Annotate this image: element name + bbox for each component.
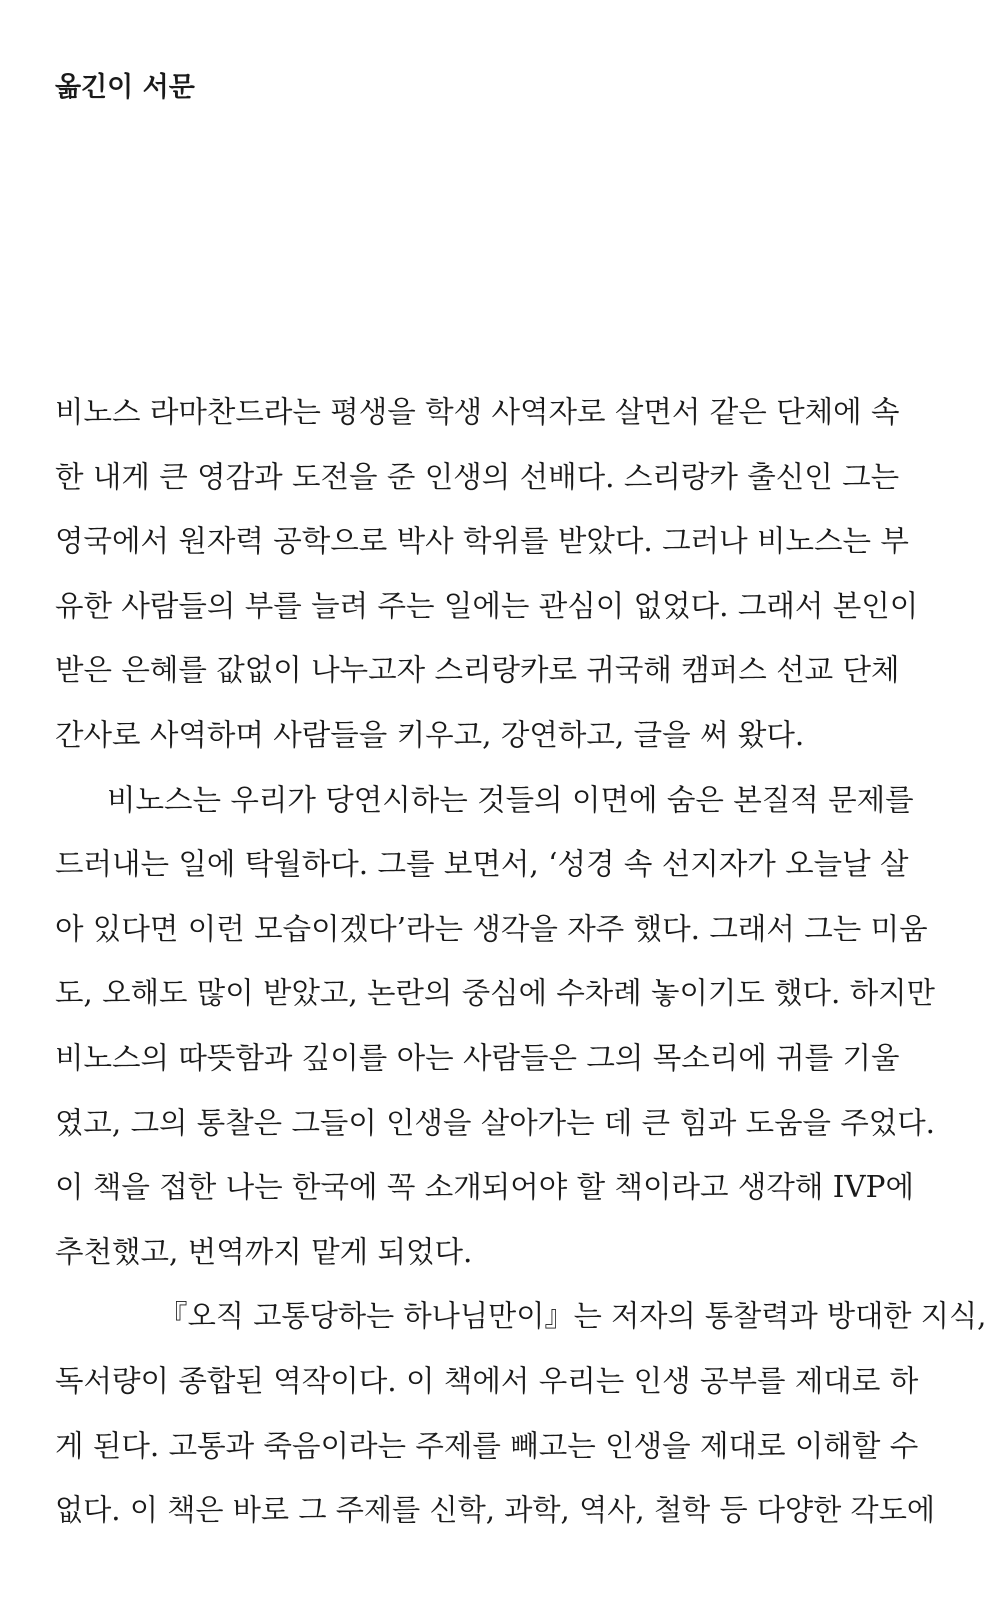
text-line: 드러내는 일에 탁월하다. 그를 보면서, ‘성경 속 선지자가 오늘날 살 (55, 847, 909, 882)
text-line: 도, 오해도 많이 받았고, 논란의 중심에 수차례 놓이기도 했다. 하지만 (55, 976, 935, 1011)
text-line: 『오직 고통당하는 하나님만이』는 저자의 통찰력과 방대한 지식, (158, 1299, 987, 1334)
text-line: 비노스 라마찬드라는 평생을 학생 사역자로 살면서 같은 단체에 속 (55, 395, 900, 429)
text-line: 게 된다. 고통과 죽음이라는 주제를 빼고는 인생을 제대로 이해할 수 (55, 1428, 919, 1463)
chapter-title: 옮긴이 서문 (55, 72, 195, 103)
text-line: 비노스의 따뜻함과 깊이를 아는 사람들은 그의 목소리에 귀를 기울 (55, 1040, 900, 1075)
text-line: 비노스는 우리가 당연시하는 것들의 이면에 숨은 본질적 문제를 (107, 782, 914, 817)
text-line: 이 책을 접한 나는 한국에 꼭 소개되어야 할 책이라고 생각해 IVP에 (55, 1170, 915, 1205)
body-text (55, 380, 987, 1543)
text-line: 독서량이 종합된 역작이다. 이 책에서 우리는 인생 공부를 제대로 하 (55, 1363, 919, 1398)
text-line: 추천했고, 번역까지 맡게 되었다. (55, 1234, 473, 1269)
text-line: 받은 은혜를 값없이 나누고자 스리랑카로 귀국해 캠퍼스 선교 단체 (55, 653, 900, 688)
text-line: 아 있다면 이런 모습이겠다’라는 생각을 자주 했다. 그래서 그는 미움 (55, 911, 928, 946)
text-line: 간사로 사역하며 사람들을 키우고, 강연하고, 글을 써 왔다. (55, 717, 805, 752)
text-line: 없다. 이 책은 바로 그 주제를 신학, 과학, 역사, 철학 등 다양한 각도에 (55, 1493, 935, 1528)
text-line: 유한 사람들의 부를 늘려 주는 일에는 관심이 없었다. 그래서 본인이 (55, 588, 919, 623)
text-line: 영국에서 원자력 공학으로 박사 학위를 받았다. 그러나 비노스는 부 (55, 524, 909, 559)
text-line: 한 내게 큰 영감과 도전을 준 인생의 선배다. 스리랑카 출신인 그는 (55, 459, 900, 494)
text-line: 였고, 그의 통찰은 그들이 인생을 살아가는 데 큰 힘과 도움을 주었다. (55, 1105, 935, 1140)
